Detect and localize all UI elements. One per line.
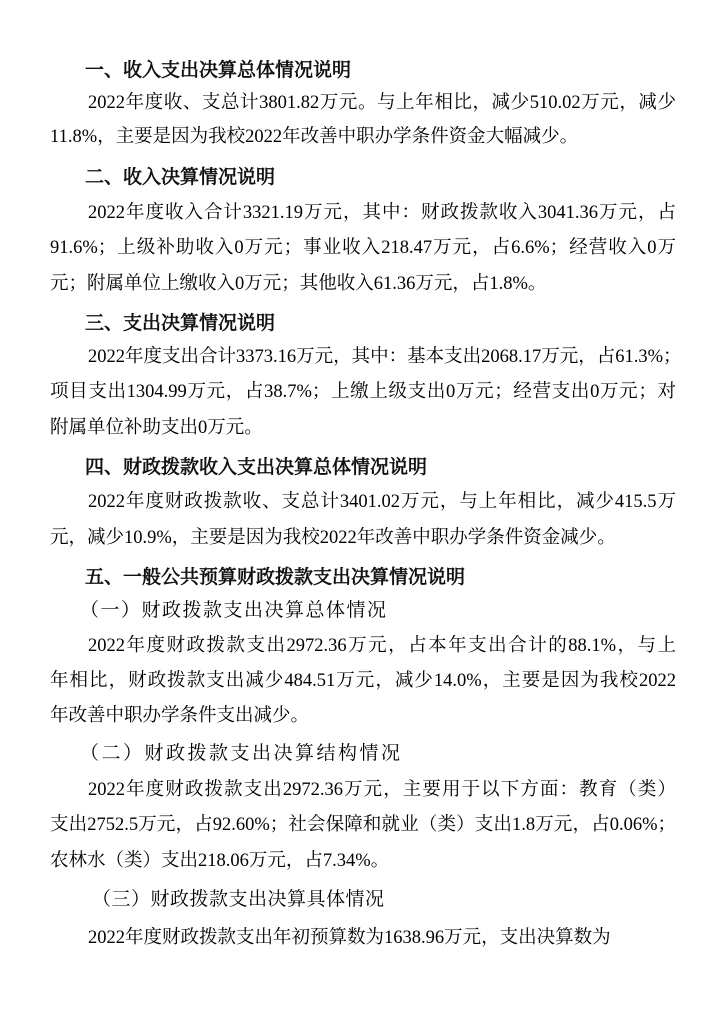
paragraph-6-line-2: 支出2752.5万元，占92.60%；社会保障和就业（类）支出1.8万元，占0.06%；: [50, 814, 676, 835]
paragraph-4-line-1: 2022年度财政拨款收、支总计3401.02万元，与上年相比，减少415.5万: [88, 491, 676, 512]
subheading-structure: （二）财政拨款支出决算结构情况: [80, 742, 403, 764]
subheading-overall: （一）财政拨款支出决算总体情况: [80, 599, 388, 621]
heading-expenditure: 三、支出决算情况说明: [85, 312, 276, 334]
subheading-details: （三）财政拨款支出决算具体情况: [92, 888, 385, 910]
paragraph-5-line-2: 年相比，财政拨款支出减少484.51万元，减少14.0%，主要是因为我校2022: [50, 670, 676, 691]
paragraph-6-line-1: 2022年度财政拨款支出2972.36万元，主要用于以下方面：教育（类）: [88, 779, 676, 800]
paragraph-2-line-3: 元；附属单位上缴收入0万元；其他收入61.36万元，占1.8%。: [50, 273, 547, 294]
paragraph-4-line-2: 元，减少10.9%，主要是因为我校2022年改善中职办学条件资金减少。: [50, 527, 616, 548]
paragraph-1-line-2: 11.8%，主要是因为我校2022年改善中职办学条件资金大幅减少。: [50, 126, 579, 147]
paragraph-5-line-3: 年改善中职办学条件支出减少。: [50, 705, 310, 726]
heading-general-public-budget: 五、一般公共预算财政拨款支出决算情况说明: [85, 566, 466, 588]
paragraph-3-line-1: 2022年度支出合计3373.16万元，其中：基本支出2068.17万元，占61.3%；: [88, 346, 682, 367]
heading-income: 二、收入决算情况说明: [85, 166, 276, 188]
paragraph-7-line-1: 2022年度财政拨款支出年初预算数为1638.96万元，支出决算数为: [88, 927, 611, 948]
paragraph-2-line-2: 91.6%；上级补助收入0万元；事业收入218.47万元，占6.6%；经营收入0万: [50, 237, 676, 258]
paragraph-5-line-1: 2022年度财政拨款支出2972.36万元，占本年支出合计的88.1%，与上: [88, 635, 676, 656]
paragraph-6-line-3: 农林水（类）支出218.06万元，占7.34%。: [50, 850, 390, 871]
heading-fiscal-appropriation-overview: 四、财政拨款收入支出决算总体情况说明: [85, 456, 428, 478]
paragraph-3-line-3: 附属单位补助支出0万元。: [50, 417, 263, 438]
heading-income-expenditure-overview: 一、收入支出决算总体情况说明: [85, 59, 352, 81]
paragraph-2-line-1: 2022年度收入合计3321.19万元，其中：财政拨款收入3041.36万元，占: [88, 202, 676, 223]
paragraph-3-line-2: 项目支出1304.99万元，占38.7%；上缴上级支出0万元；经营支出0万元；对: [50, 381, 676, 402]
paragraph-1-line-1: 2022年度收、支总计3801.82万元。与上年相比，减少510.02万元，减少: [88, 92, 676, 113]
